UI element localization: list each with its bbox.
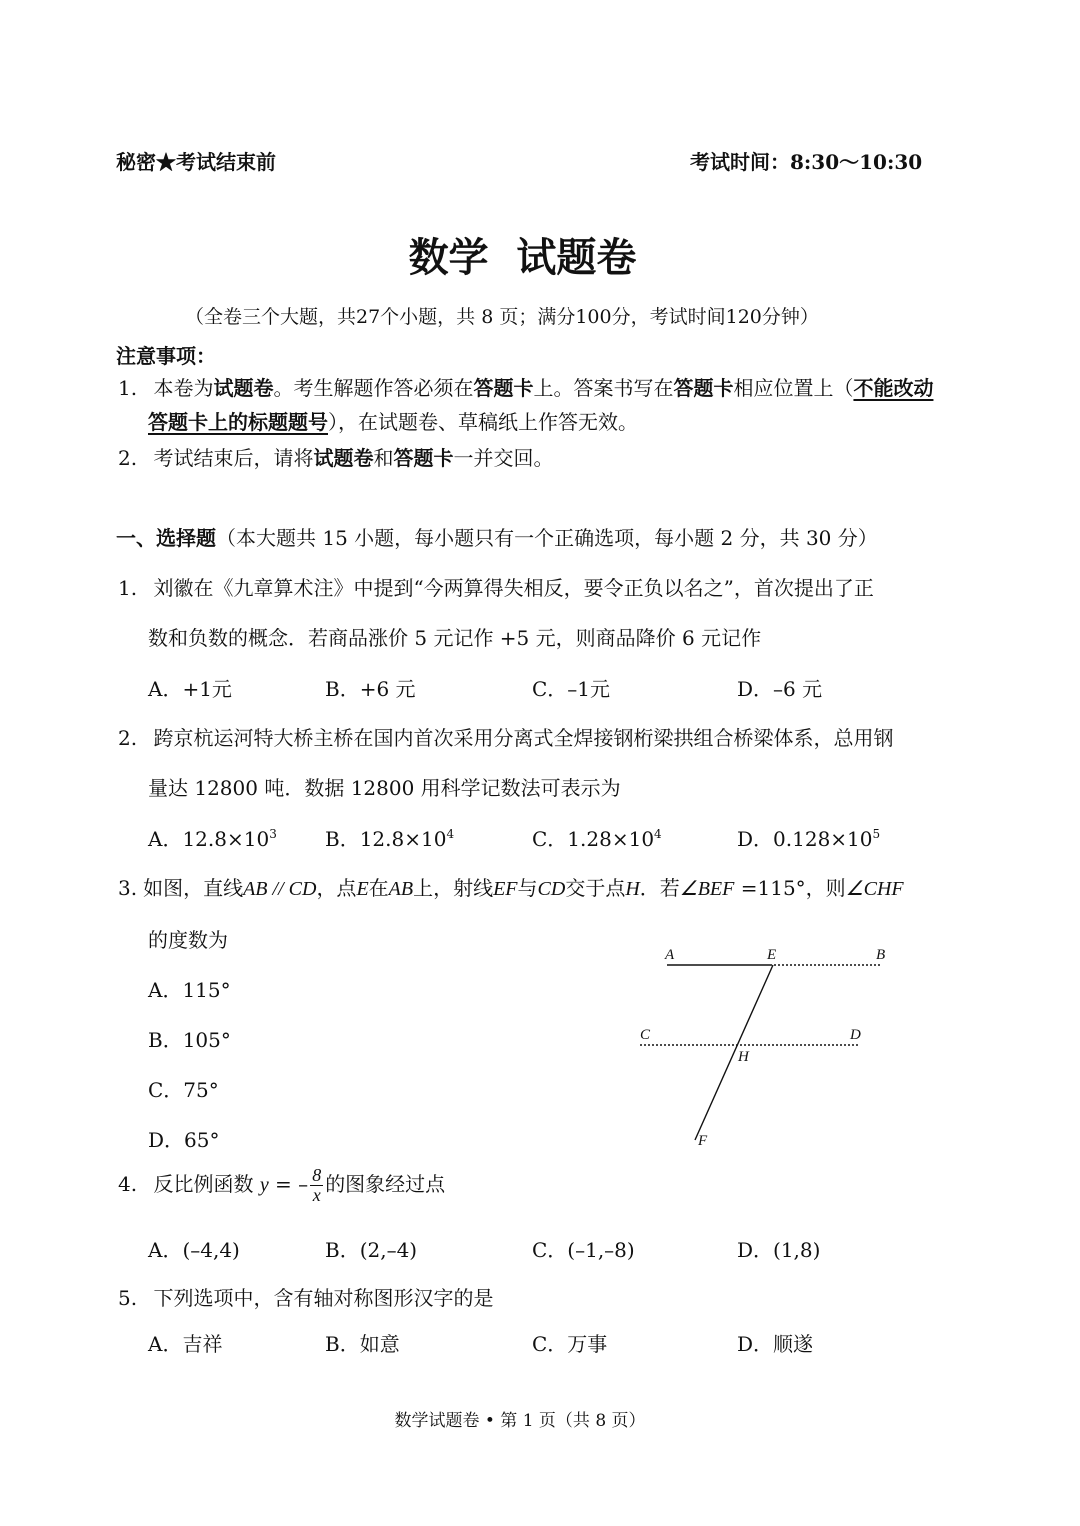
question-4-denominator: x bbox=[312, 1185, 321, 1205]
note-2-bold-exam-paper: 试题卷 bbox=[313, 446, 374, 470]
note-1-number: 1. bbox=[118, 376, 138, 400]
confidential-label: 秘密★考试结束前 bbox=[116, 150, 276, 174]
question-5-option-c: C．万事 bbox=[532, 1332, 608, 1356]
question-4-pre: 反比例函数 bbox=[153, 1172, 254, 1196]
note-1-text-j: ），在试题卷、草稿纸上作答无效。 bbox=[328, 410, 638, 434]
question-4-line-1 bbox=[118, 1166, 445, 1205]
question-3-line-1 bbox=[118, 872, 904, 901]
question-4-eq: = – bbox=[268, 1172, 309, 1196]
note-2-text-c: 和 bbox=[373, 446, 394, 470]
note-1-line-2 bbox=[148, 406, 638, 435]
question-5-text: 下列选项中，含有轴对称图形汉字的是 bbox=[153, 1286, 494, 1310]
question-3-option-b: B．105° bbox=[148, 1028, 231, 1052]
question-2-option-a-exp: 3 bbox=[269, 827, 277, 841]
question-3-line-2: 的度数为 bbox=[148, 928, 228, 952]
question-1-text-1: 刘徽在《九章算术注》中提到“今两算得失相反，要令正负以名之”，首次提出了正 bbox=[153, 576, 874, 600]
label-f: F bbox=[698, 1133, 708, 1149]
question-3-t1: 如图，直线 bbox=[143, 876, 244, 900]
question-5-line-1 bbox=[118, 1282, 493, 1311]
label-c: C bbox=[640, 1027, 651, 1043]
question-2-option-d-exp: 5 bbox=[872, 827, 881, 841]
question-2-option-b-base: B．12.8×10 bbox=[325, 827, 447, 851]
question-2-option-b bbox=[325, 823, 454, 852]
question-3-t13: ．若 bbox=[639, 876, 680, 900]
question-3-t9: 与 bbox=[517, 876, 538, 900]
question-2-number: 2. bbox=[118, 726, 138, 750]
exam-time-label: 考试时间：8:30～10:30 bbox=[690, 150, 923, 174]
question-2-option-b-exp: 4 bbox=[446, 827, 455, 841]
question-1-line-1 bbox=[118, 572, 874, 601]
question-3-t3: ，点 bbox=[316, 876, 357, 900]
question-2-option-c-base: C．1.28×10 bbox=[532, 827, 655, 851]
question-3-option-a: A．115° bbox=[148, 978, 231, 1002]
section-1-title: 一、选择题 bbox=[116, 526, 216, 550]
ray-ef bbox=[695, 965, 773, 1140]
question-3-t15: =115°，则 bbox=[734, 876, 846, 900]
question-2-option-c-exp: 4 bbox=[654, 827, 662, 841]
question-3-number: 3. bbox=[118, 876, 138, 900]
question-1-option-a: A．+1元 bbox=[148, 677, 232, 701]
question-4-number: 4. bbox=[118, 1172, 138, 1196]
question-3-t12: H bbox=[625, 878, 640, 900]
note-2-text-a: 考试结束后，请将 bbox=[153, 446, 314, 470]
question-3-t8: EF bbox=[493, 878, 518, 900]
question-3-t10: CD bbox=[537, 878, 566, 900]
note-2-number: 2. bbox=[118, 446, 138, 470]
question-5-number: 5. bbox=[118, 1286, 138, 1310]
question-4-post: 的图象经过点 bbox=[325, 1172, 446, 1196]
section-1-heading bbox=[116, 522, 878, 551]
question-2-line-2: 量达 12800 吨．数据 12800 用科学记数法可表示为 bbox=[148, 776, 621, 800]
question-3-t2: AB // CD bbox=[243, 878, 317, 900]
question-3-option-d: D．65° bbox=[148, 1128, 220, 1152]
exam-subtitle: （全卷三个大题，共27个小题，共 8 页；满分100分，考试时间120分钟） bbox=[185, 306, 819, 328]
page-footer: 数学试题卷 • 第 1 页（共 8 页） bbox=[394, 1411, 646, 1431]
label-d: D bbox=[850, 1027, 861, 1043]
notes-heading: 注意事项： bbox=[116, 344, 216, 368]
question-4-fraction bbox=[310, 1166, 323, 1205]
note-1-bold-exam-paper: 试题卷 bbox=[213, 376, 274, 400]
note-2-text-e: 一并交回。 bbox=[453, 446, 554, 470]
question-2-option-a-base: A．12.8×10 bbox=[148, 827, 270, 851]
note-1-bold-answer-card: 答题卡 bbox=[473, 376, 534, 400]
question-3-t7: 上，射线 bbox=[413, 876, 494, 900]
question-3-t4: E bbox=[356, 878, 369, 900]
label-a: A bbox=[665, 947, 675, 963]
label-b: B bbox=[876, 947, 886, 963]
label-h: H bbox=[738, 1049, 749, 1065]
question-2-text-1: 跨京杭运河特大桥主桥在国内首次采用分离式全焊接钢桁梁拱组合桥梁体系，总用钢 bbox=[153, 726, 894, 750]
question-2-option-c bbox=[532, 823, 662, 852]
question-4-option-b: B．(2,–4) bbox=[325, 1238, 418, 1262]
question-3-t5: 在 bbox=[368, 876, 389, 900]
question-1-number: 1. bbox=[118, 576, 138, 600]
question-3-t6: AB bbox=[388, 878, 414, 900]
question-3-t11: 交于点 bbox=[565, 876, 626, 900]
section-1-desc: （本大题共 15 小题，每小题只有一个正确选项，每小题 2 分，共 30 分） bbox=[216, 526, 878, 550]
page-title: 数学 试题卷 bbox=[408, 234, 637, 281]
question-2-option-a bbox=[148, 823, 277, 852]
question-4-option-d: D．(1,8) bbox=[737, 1238, 821, 1262]
note-2-bold-answer-card: 答题卡 bbox=[393, 446, 454, 470]
note-1-line-1 bbox=[118, 372, 933, 401]
question-2-option-d-base: D．0.128×10 bbox=[737, 827, 873, 851]
note-1-text-a: 本卷为 bbox=[153, 376, 214, 400]
note-1-bold-answer-card-2: 答题卡 bbox=[673, 376, 734, 400]
question-5-option-a: A．吉祥 bbox=[148, 1332, 223, 1356]
question-3-option-c: C．75° bbox=[148, 1078, 219, 1102]
question-4-option-c: C．(–1,–8) bbox=[532, 1238, 635, 1262]
note-1-text-g: 相应位置上（ bbox=[733, 376, 854, 400]
question-4-numerator: 8 bbox=[312, 1165, 322, 1185]
question-1-option-d: D．–6 元 bbox=[737, 677, 823, 701]
question-3-t14: ∠BEF bbox=[679, 878, 735, 900]
question-4-option-a: A．(–4,4) bbox=[148, 1238, 240, 1262]
note-1-underline-b: 答题卡上的标题题号 bbox=[148, 410, 328, 434]
label-e: E bbox=[767, 947, 777, 963]
question-4-var: y bbox=[259, 1174, 269, 1196]
question-1-option-b: B．+6 元 bbox=[325, 677, 416, 701]
question-1-line-2: 数和负数的概念．若商品涨价 5 元记作 +5 元，则商品降价 6 元记作 bbox=[148, 626, 762, 650]
question-5-option-b: B．如意 bbox=[325, 1332, 400, 1356]
note-2 bbox=[118, 442, 553, 471]
note-1-underline-a: 不能改动 bbox=[853, 376, 934, 400]
question-1-option-c: C．–1元 bbox=[532, 677, 611, 701]
question-2-option-d bbox=[737, 823, 880, 852]
question-3-figure bbox=[630, 935, 900, 1155]
note-1-text-c: 。考生解题作答必须在 bbox=[273, 376, 474, 400]
question-2-line-1 bbox=[118, 722, 893, 751]
question-3-t16: ∠CHF bbox=[845, 878, 904, 900]
question-5-option-d: D．顺遂 bbox=[737, 1332, 814, 1356]
note-1-text-e: 上。答案书写在 bbox=[533, 376, 674, 400]
